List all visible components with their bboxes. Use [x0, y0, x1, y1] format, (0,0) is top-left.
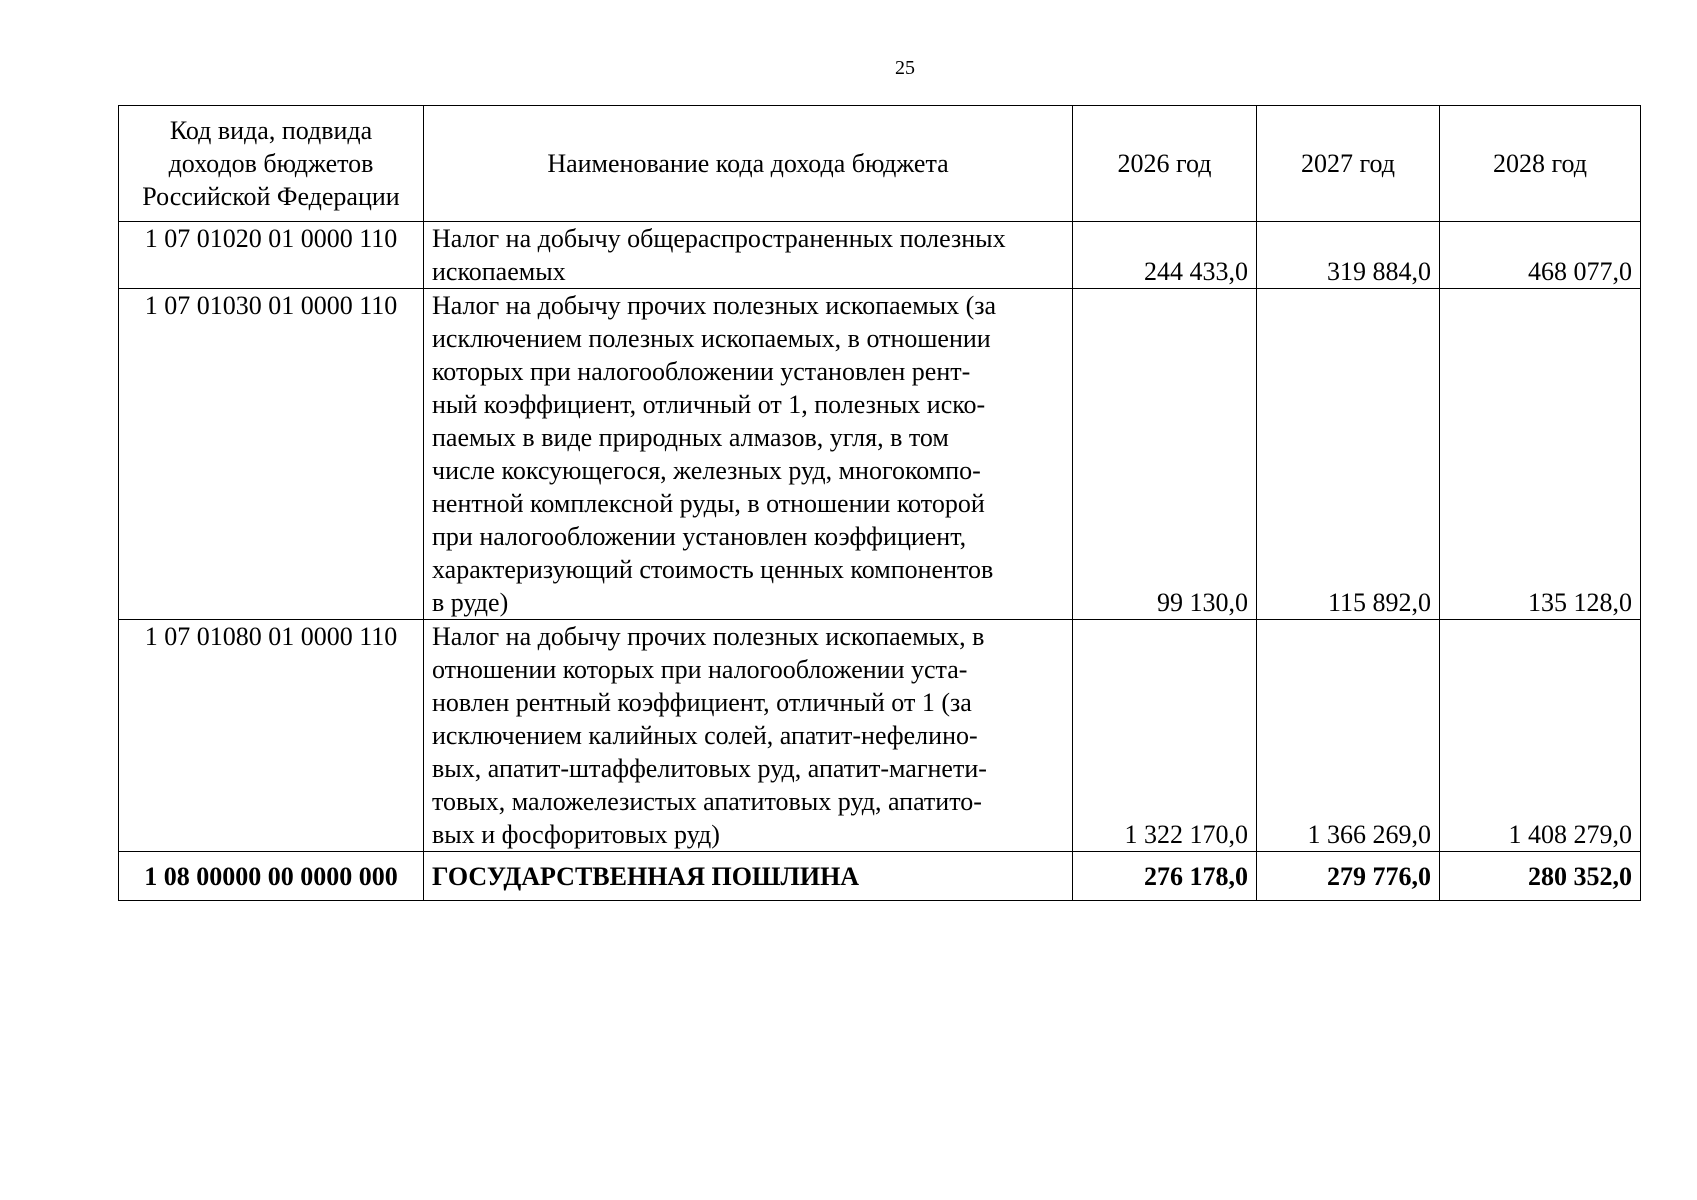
row-name-line: характеризующий стоимость ценных компонентов: [432, 555, 994, 584]
row-name-line: отношении которых при налогообложении уста-: [432, 655, 968, 684]
row-name-line: новлен рентный коэффициент, отличный от 1 (за: [432, 688, 972, 717]
row-value-2028: 135 128,0: [1440, 289, 1641, 620]
row-value-2028: 280 352,0: [1440, 852, 1641, 901]
table-row-total: [119, 852, 1641, 901]
row-value-2027: 1 366 269,0: [1257, 620, 1440, 852]
row-name-line: Налог на добычу прочих полезных ископаемых, в: [432, 622, 985, 651]
table-header-row: [119, 106, 1641, 222]
row-value-2027: 115 892,0: [1257, 289, 1440, 620]
table-row: [119, 222, 1641, 289]
row-value-2027: 279 776,0: [1257, 852, 1440, 901]
table-row: [119, 620, 1641, 852]
row-name-line: ископаемых: [432, 257, 566, 286]
row-name-line: которых при налогообложении установлен рент-: [432, 357, 971, 386]
header-2028: 2028 год: [1440, 106, 1641, 222]
row-name: [424, 289, 1073, 620]
row-name-line: исключением полезных ископаемых, в отношении: [432, 324, 991, 353]
row-code: 1 08 00000 00 0000 000: [119, 852, 424, 901]
header-code-line: Код вида, подвида: [169, 116, 373, 145]
row-name: [424, 852, 1073, 901]
row-name-line: в руде): [432, 588, 509, 617]
row-value-2027: 319 884,0: [1257, 222, 1440, 289]
page-number: 25: [895, 57, 915, 79]
row-name-line: Налог на добычу прочих полезных ископаемых (за: [432, 291, 997, 320]
row-name-line: нентной комплексной руды, в отношении которой: [432, 489, 985, 518]
row-name-line: при налогообложении установлен коэффициент,: [432, 522, 967, 551]
header-code-line: Российской Федерации: [142, 182, 400, 211]
row-code: 1 07 01030 01 0000 110: [119, 289, 424, 620]
header-code-line: доходов бюджетов: [168, 149, 374, 178]
header-2026: 2026 год: [1073, 106, 1257, 222]
row-name-line: ГОСУДАРСТВЕННАЯ ПОШЛИНА: [432, 861, 860, 891]
header-2027: 2027 год: [1257, 106, 1440, 222]
row-name-line: исключением калийных солей, апатит-нефелино-: [432, 721, 978, 750]
row-name-line: вых, апатит-штаффелитовых руд, апатит-магнети-: [432, 754, 987, 783]
row-name-line: паемых в виде природных алмазов, угля, в том: [432, 423, 949, 452]
row-code: 1 07 01020 01 0000 110: [119, 222, 424, 289]
row-value-2028: 468 077,0: [1440, 222, 1641, 289]
row-value-2028: 1 408 279,0: [1440, 620, 1641, 852]
header-code: [119, 106, 424, 222]
row-value-2026: 276 178,0: [1073, 852, 1257, 901]
row-name: [424, 222, 1073, 289]
row-name-line: числе коксующегося, железных руд, многокомпо-: [432, 456, 981, 485]
row-code: 1 07 01080 01 0000 110: [119, 620, 424, 852]
row-value-2026: 244 433,0: [1073, 222, 1257, 289]
row-value-2026: 1 322 170,0: [1073, 620, 1257, 852]
budget-revenue-table: [118, 105, 1641, 901]
row-value-2026: 99 130,0: [1073, 289, 1257, 620]
row-name: [424, 620, 1073, 852]
row-name-line: товых, маложелезистых апатитовых руд, апатито-: [432, 787, 982, 816]
row-name-line: Налог на добычу общераспространенных полезных: [432, 224, 1006, 253]
header-name: Наименование кода дохода бюджета: [424, 106, 1073, 222]
row-name-line: вых и фосфоритовых руд): [432, 820, 720, 849]
row-name-line: ный коэффициент, отличный от 1, полезных иско-: [432, 390, 986, 419]
table-row: [119, 289, 1641, 620]
